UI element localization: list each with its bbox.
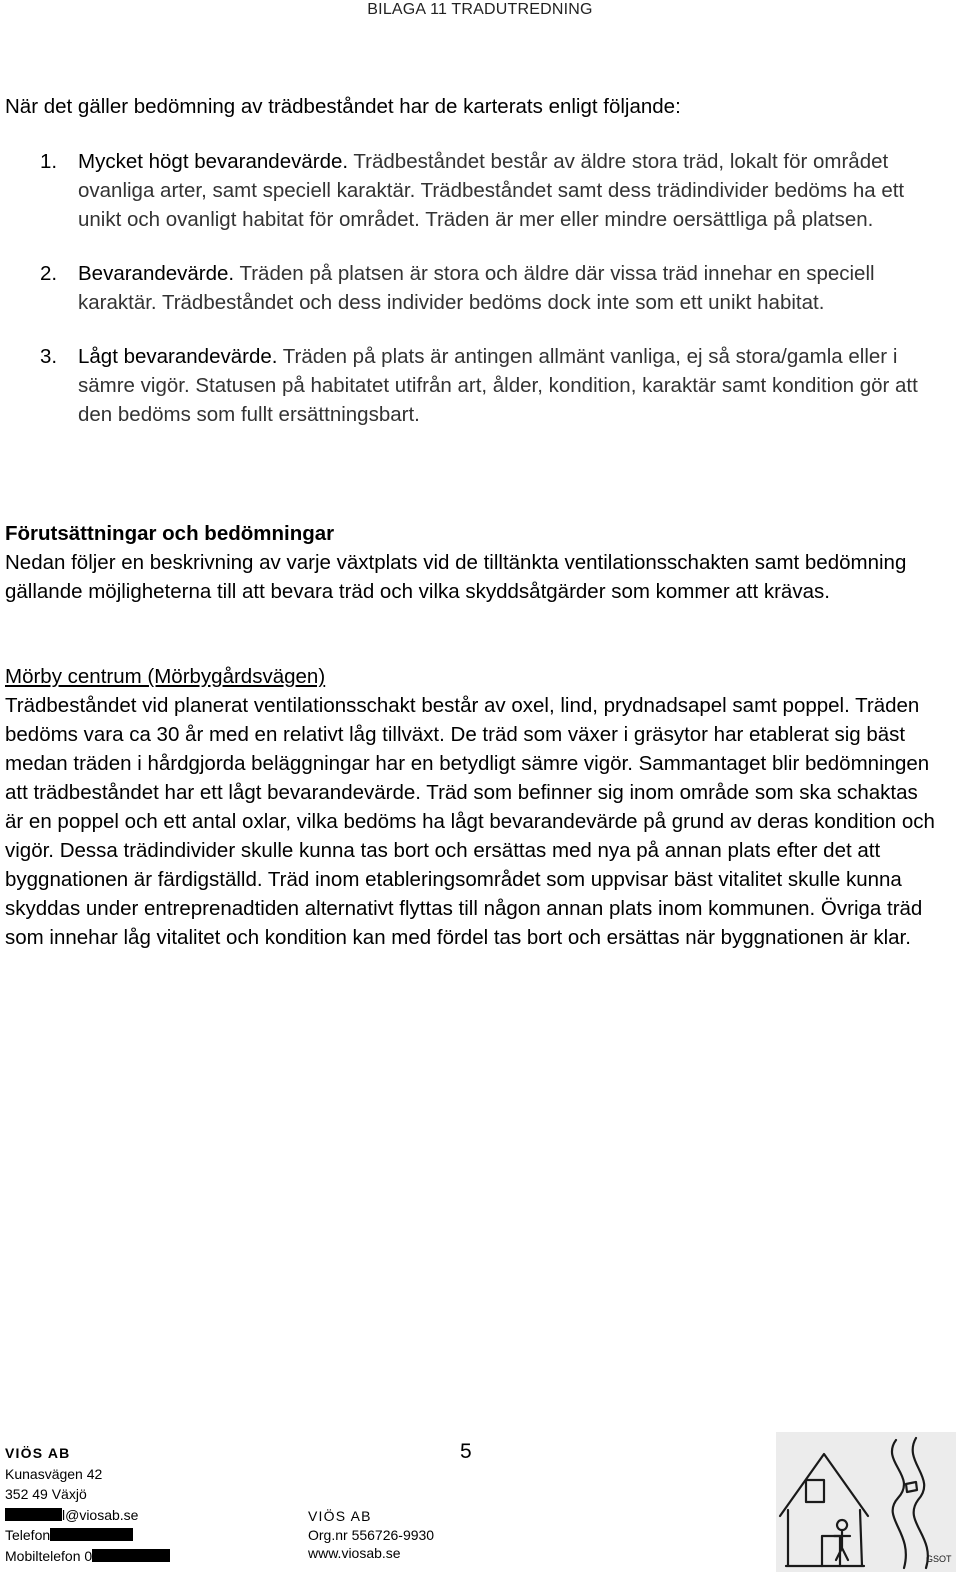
footer-website: www.viosab.se [308, 1545, 401, 1561]
redaction-bar [92, 1549, 170, 1562]
footer-mobile-label: Mobiltelefon 0 [5, 1547, 93, 1564]
list-number: 2. [40, 262, 58, 285]
level-title: Lågt bevarandevärde. [78, 345, 278, 368]
footer-email: l@viosab.se [62, 1506, 139, 1523]
footer-city: 352 49 Växjö [5, 1486, 87, 1502]
level-title: Bevarandevärde. [78, 262, 235, 285]
section-heading: Förutsättningar och bedömningar [5, 522, 335, 545]
list-number: 3. [40, 345, 58, 368]
site-body: Trädbeståndet vid planerat ventilationsschakt består av oxel, lind, prydnadsapel samt poppel. Träden bedöms vara ca 30 år med en relativt låg tillväxt. De träd som växer i gräsytor har etablerat sig bäst medan träden i hårdgjorda beläggningar har en betydligt sämre vigör. Sammantaget blir bedömningen att trädbeståndet har ett lågt bevarandevärde. Träd som befinner sig inom område som ska schaktas är en poppel och ett antal oxlar, vilka bedöms ha lågt bevarandevärde på grund av deras kondition och vigör. Dessa trädindivider skulle kunna tas bort och ersättas med nya på annan plats efter det att byggnationen är färdigställd. Träd inom etableringsområdet som uppvisar bäst vitalitet skulle kunna skyddas under entreprenadtiden alternativt flyttas till någon annan plats inom kommunen. Övriga träd som innehar låg vitalitet och kondition kan med fördel tas bort och ersättas när byggnationen är klar. [5, 694, 935, 949]
footer-company-name: VIÖS AB [308, 1508, 372, 1524]
level-text: Träden på plats är antingen allmänt vanliga, ej så stora/gamla eller i sämre vigör. Statusen på habitatet utifrån art, ålder, kondition, karaktär samt kondition gör att den bedöms som fullt ersättningsbart. [78, 345, 918, 426]
footer-phone-label: Telefon [5, 1527, 51, 1543]
company-logo-drawing [776, 1432, 956, 1572]
footer-mobile-line [5, 1546, 170, 1567]
footer-org-nr: Org.nr 556726-9930 [308, 1526, 435, 1543]
intro-paragraph: När det gäller bedömning av trädbeståndet har de karterats enligt följande: [5, 95, 681, 118]
footer-company-name: VIÖS AB [5, 1445, 71, 1461]
level-text: Trädbeståndet består av äldre stora träd, lokalt för området ovanliga arter, samt speciell karaktär. Trädbeståndet samt dess trädindivider bedöms ha ett unikt och ovanligt habitat för området. Träden är mer eller mindre oersättliga på platsen. [78, 150, 905, 231]
list-item [0, 342, 945, 429]
redaction-bar [5, 1508, 62, 1521]
conservation-value-list [0, 147, 945, 454]
page-number: 5 [460, 1440, 472, 1463]
footer-phone-line [5, 1525, 170, 1546]
footer-street: Kunasvägen 42 [5, 1465, 103, 1482]
level-title: Mycket högt bevarandevärde. [78, 150, 349, 173]
level-text: Träden på platsen är stora och äldre där vissa träd innehar en speciell karaktär. Trädbeståndet och dess individer bedöms dock inte som ett unikt habitat. [78, 262, 875, 314]
running-head: BILAGA 11 TRADUTREDNING [367, 1, 593, 18]
list-number: 1. [40, 150, 58, 173]
site-heading: Mörby centrum (Mörbygårdsvägen) [5, 665, 326, 688]
list-item [0, 147, 945, 234]
footer-company-info [308, 1507, 434, 1563]
footer-email-line [5, 1505, 170, 1526]
section-body: Nedan följer en beskrivning av varje växtplats vid de tilltänkta ventilationsschakten samt bedömning gällande möjligheterna till att bevara träd och vilka skyddsåtgärder som kommer att krävas. [5, 551, 907, 603]
footer-address [5, 1443, 170, 1566]
logo-signature: GSOT [926, 1554, 952, 1564]
redaction-bar [50, 1528, 133, 1541]
list-item [0, 259, 945, 317]
